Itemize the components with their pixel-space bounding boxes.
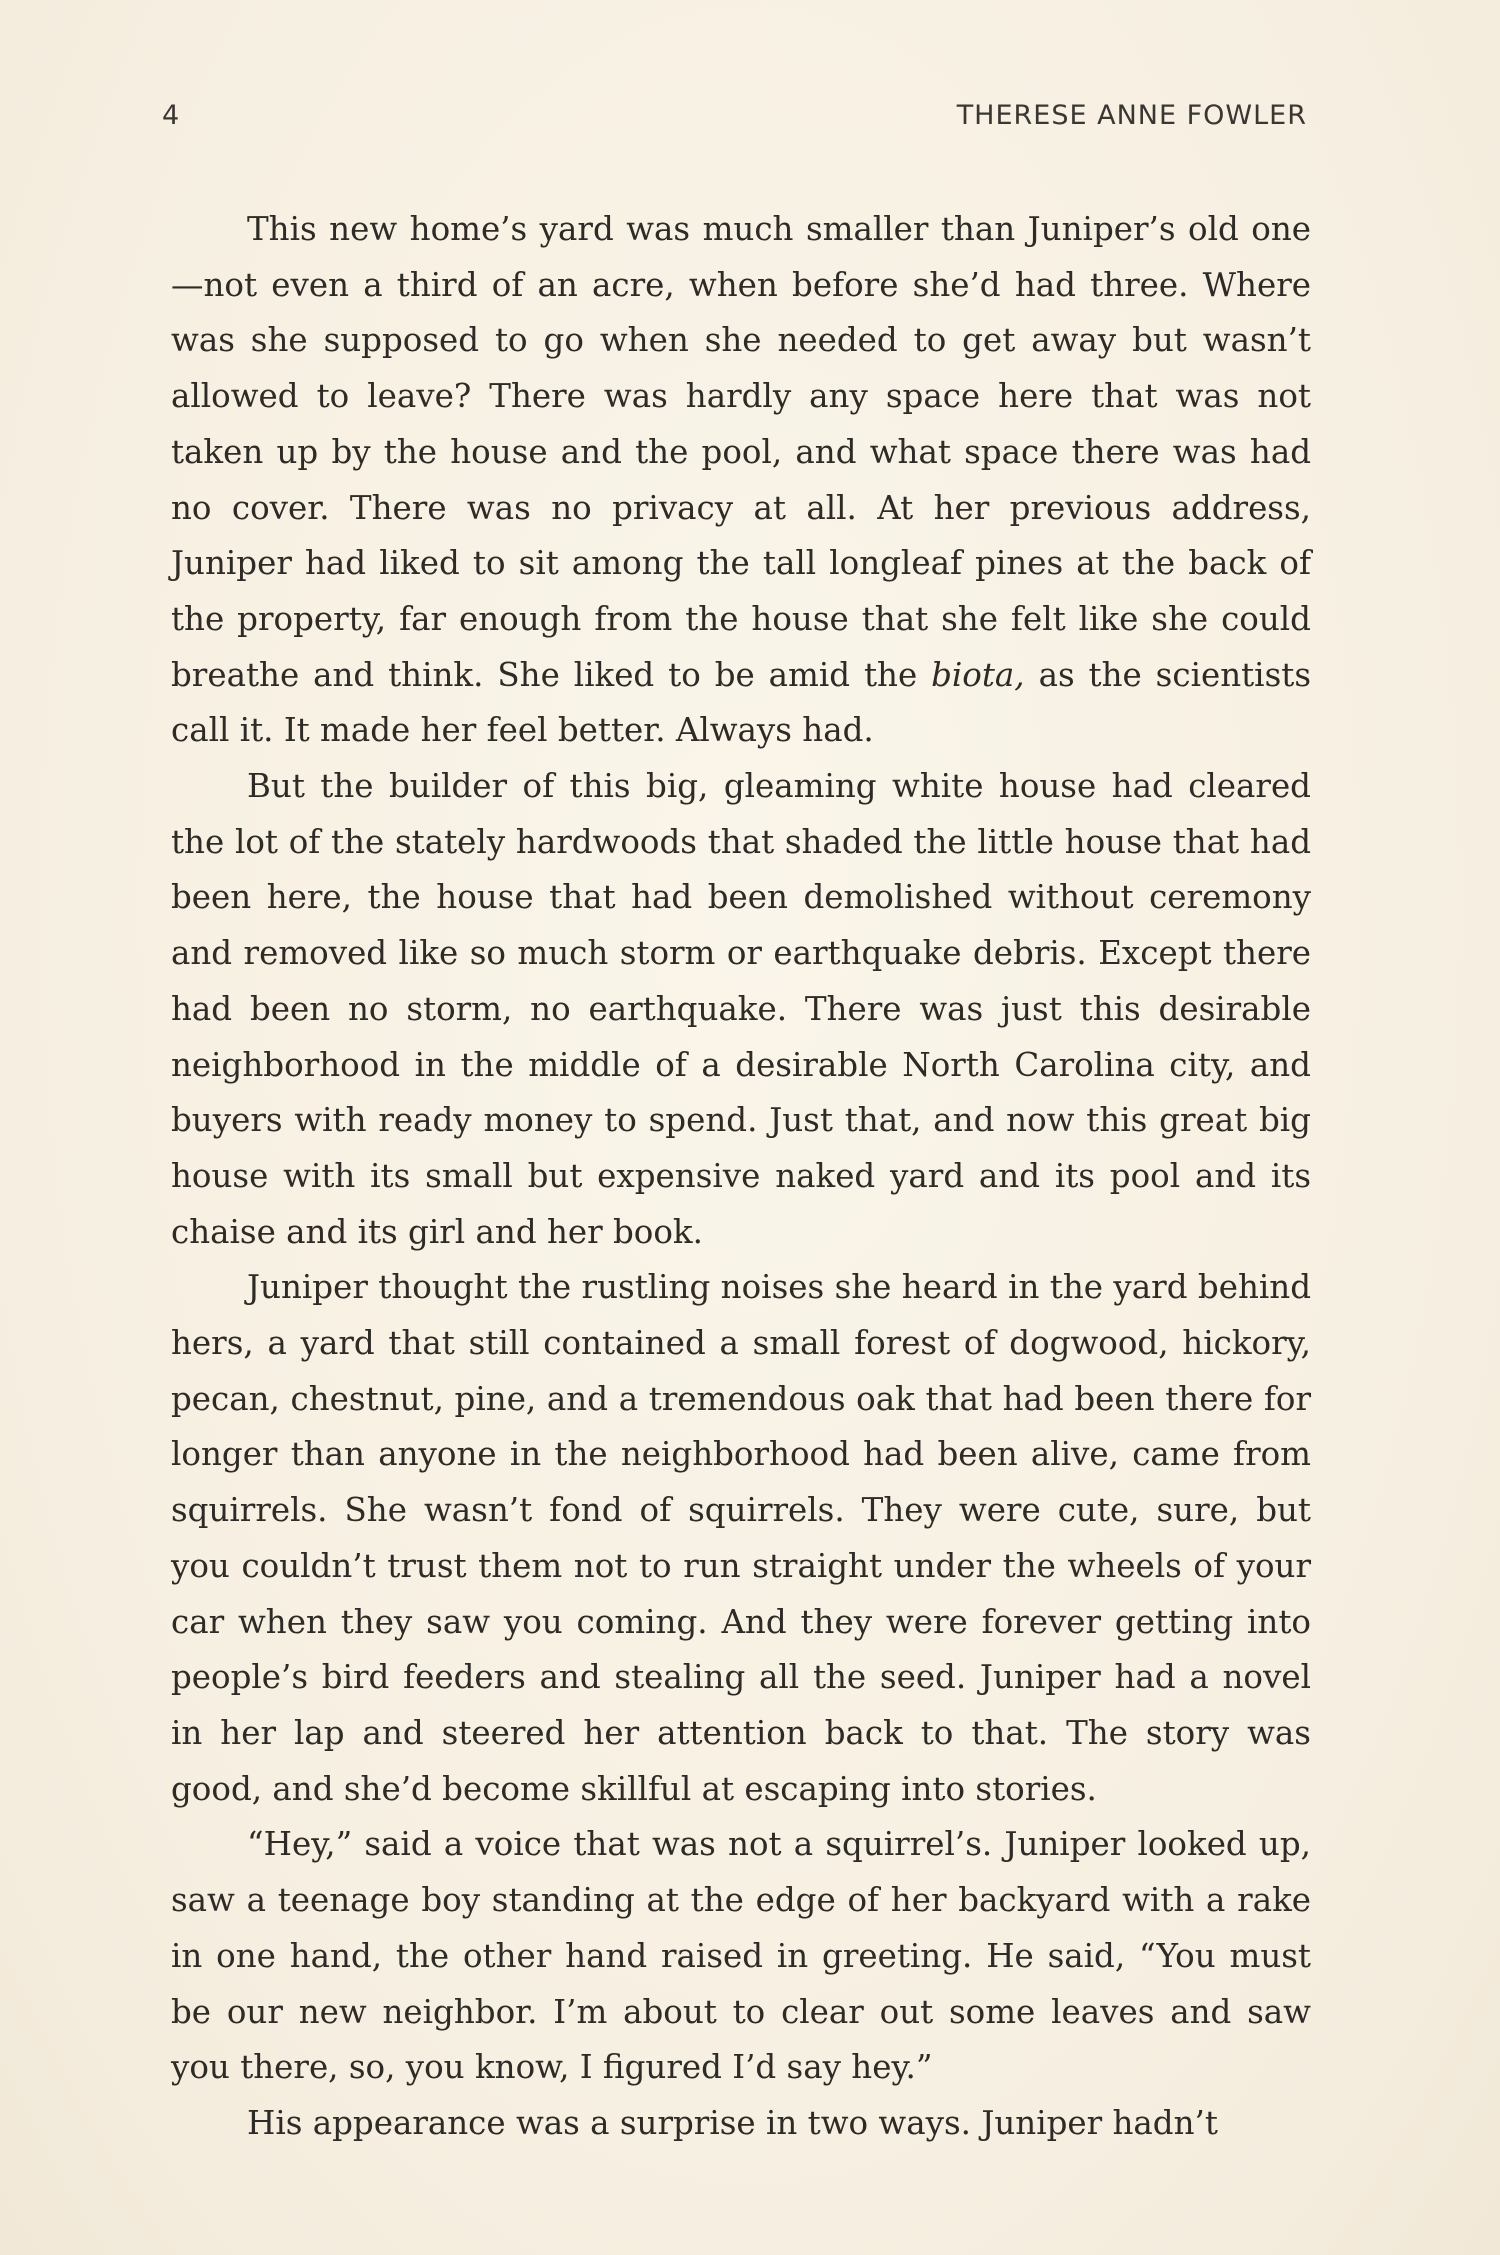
running-head: THERESE ANNE FOWLER [956, 100, 1307, 131]
paragraph-5: His appearance was a surprise in two ways. Juniper hadn’t [247, 2103, 1218, 2142]
paragraph-1 [171, 202, 1311, 759]
page-number: 4 [162, 100, 181, 131]
paragraph-3: Juniper thought the rustling noises she heard in the yard behind hers, a yard that still contained a small forest of dogwood, hickory, pecan, chestnut, pine, and a tremendous oak that had been there for longer than anyone in the neighborhood had been alive, came from squirrels. She wasn’t fond of squirrels. They were cute, sure, but you couldn’t trust them not to run straight under the wheels of your car when they saw you coming. And they were forever getting into people’s bird feeders and stealing all the seed. Juniper had a novel in her lap and steered her attention back to that. The story was good, and she’d become skillful at escaping into stories. [171, 1268, 1311, 1808]
paragraph-2: But the builder of this big, gleaming white house had cleared the lot of the stately hardwoods that shaded the little house that had been here, the house that had been demolished without ceremony and removed like so much storm or earthquake debris. Except there had been no storm, no earthquake. There was just this desirable neighborhood in the middle of a desirable North Carolina city, and buyers with ready money to spend. Just that, and now this great big house with its small but expensive naked yard and its pool and its chaise and its girl and her book. [171, 767, 1311, 1251]
paragraph-4: “Hey,” said a voice that was not a squirrel’s. Juniper looked up, saw a teenage boy standing at the edge of her backyard with a rake in one hand, the other hand raised in greeting. He said, “You must be our new neighbor. I’m about to clear out some leaves and saw you there, so, you know, I figured I’d say hey.” [171, 1825, 1311, 2087]
paragraph-1-part-2: as the scientists call it. It made her feel better. Always had. [171, 655, 1311, 750]
page-header [162, 100, 1307, 144]
body-text [171, 202, 1311, 2152]
italic-word-biota: biota, [931, 655, 1025, 694]
paragraph-1-part-1: This new home’s yard was much smaller than Juniper’s old one—not even a third of an acre, when before she’d had three. Where was she supposed to go when she needed to get away but wasn’t allowed to leave? There was hardly any space here that was not taken up by the house and the pool, and what space there was had no cover. There was no privacy at all. At her previous address, Juniper had liked to sit among the tall longleaf pines at the back of the property, far enough from the house that she felt like she could breathe and think. She liked to be amid the [171, 210, 1311, 694]
